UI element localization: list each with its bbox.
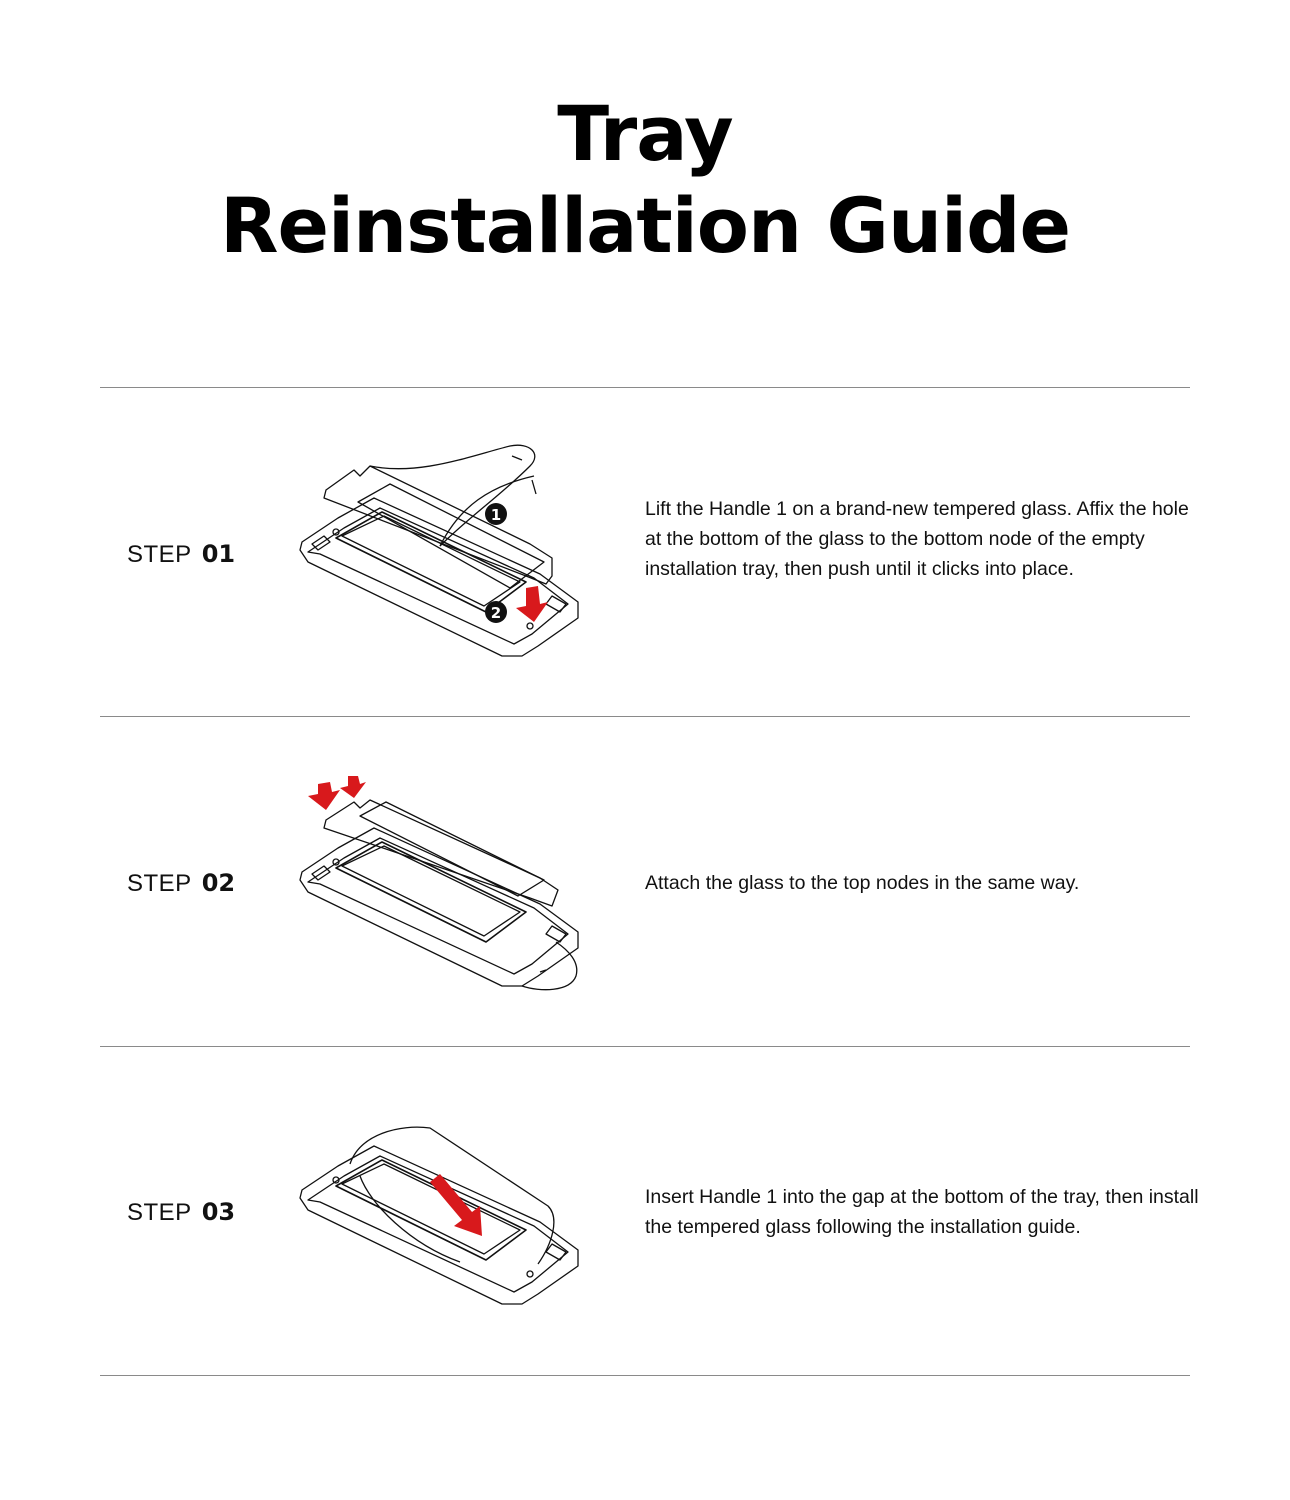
tray-illustration-step-3: [290, 1094, 600, 1334]
title-line-2: Reinstallation Guide: [219, 181, 1071, 270]
divider: [100, 716, 1190, 717]
red-arrow-icon: [516, 586, 548, 622]
divider: [100, 1046, 1190, 1047]
step-word: STEP: [127, 541, 192, 568]
red-arrow-icon: [308, 782, 340, 810]
step-1-description: Lift the Handle 1 on a brand-new tempered glass. Affix the hole at the bottom of the glass to the bottom node of the empty installation tray, then push until it clicks into place.: [645, 498, 1189, 580]
tray-illustration-step-1: [290, 436, 600, 676]
badge-1: 1: [490, 506, 502, 524]
page-title: [0, 88, 1290, 272]
step-2-description: Attach the glass to the top nodes in the same way.: [645, 872, 1080, 894]
step-3-label: [127, 1198, 235, 1227]
divider: [100, 387, 1190, 388]
step-number: 03: [201, 1198, 236, 1226]
badge-2: 2: [490, 604, 502, 622]
step-word: STEP: [127, 870, 192, 897]
step-number: 02: [201, 869, 236, 897]
step-2-label: [127, 869, 235, 898]
step-word: STEP: [127, 1199, 192, 1226]
step-number: 01: [201, 540, 236, 568]
red-arrow-icon: [340, 776, 366, 798]
tray-illustration-step-2: [290, 766, 600, 1006]
step-3-description: Insert Handle 1 into the gap at the bottom of the tray, then install the tempered glass following the installation guide.: [645, 1186, 1199, 1238]
divider: [100, 1375, 1190, 1376]
title-line-1: Tray: [557, 89, 733, 178]
step-1-label: [127, 540, 235, 569]
